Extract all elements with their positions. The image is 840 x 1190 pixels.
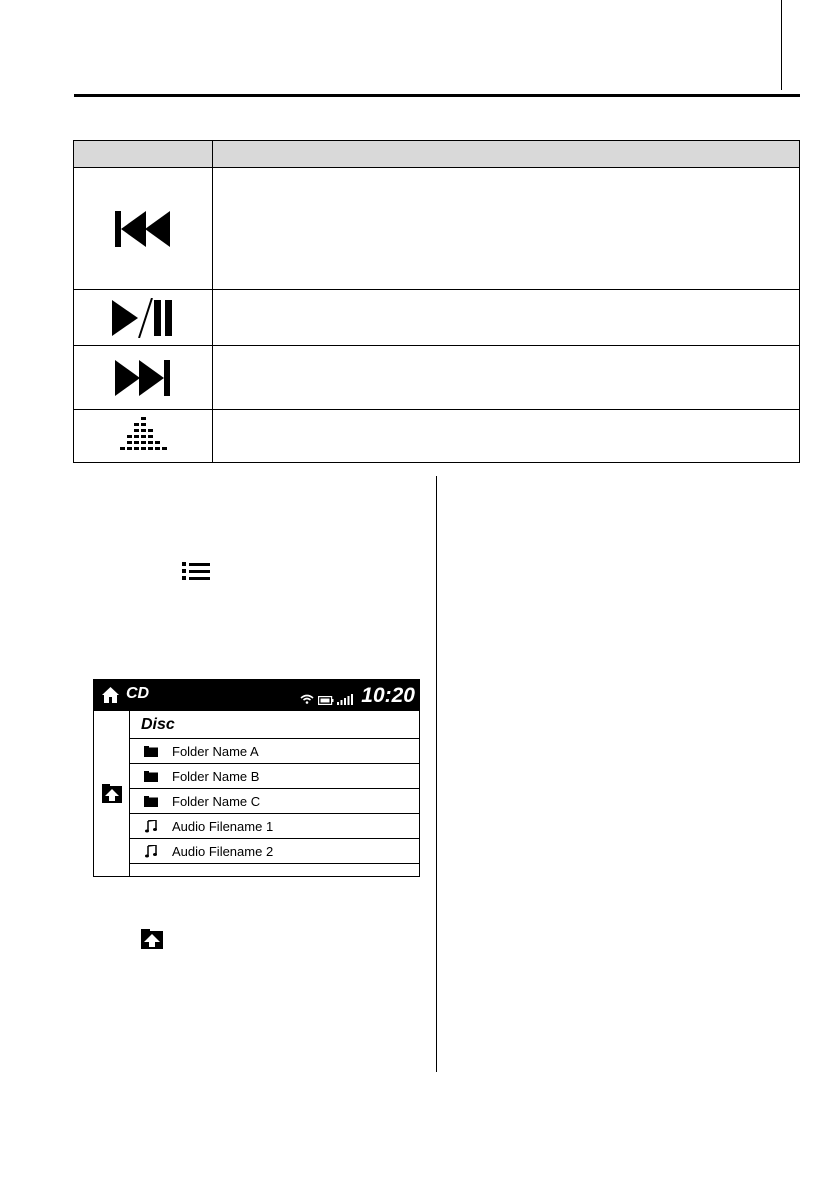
header-cell-description	[213, 141, 799, 167]
controls-table	[73, 140, 800, 463]
folder-icon	[144, 771, 158, 782]
table-cell-description	[213, 346, 799, 409]
list-item-label: Audio Filename 1	[172, 818, 274, 834]
header-rule	[74, 94, 800, 97]
table-cell-icon	[74, 346, 213, 409]
table-row	[74, 345, 799, 409]
table-cell-description	[213, 290, 799, 345]
table-cell-icon	[74, 290, 213, 345]
header-cell-icon	[74, 141, 213, 167]
list-item[interactable]	[130, 839, 419, 864]
home-icon[interactable]	[101, 686, 120, 704]
skip-back-icon[interactable]	[115, 211, 171, 247]
play-pause-icon[interactable]	[112, 298, 174, 338]
list-item[interactable]	[130, 814, 419, 839]
signal-icon	[337, 693, 353, 705]
list-item-label: Folder Name B	[172, 768, 260, 784]
list-item[interactable]	[130, 739, 419, 764]
table-cell-icon	[74, 410, 213, 462]
skip-forward-icon[interactable]	[115, 360, 171, 396]
table-header-row	[74, 141, 799, 167]
list-item-label: Folder Name A	[172, 743, 259, 759]
screen-sidebar	[94, 711, 130, 876]
folder-icon	[144, 796, 158, 807]
list-item[interactable]	[130, 789, 419, 814]
column-divider	[436, 476, 437, 1072]
list-header: Disc	[130, 711, 419, 739]
list-item-label: Audio Filename 2	[172, 843, 274, 859]
wifi-icon	[300, 694, 314, 704]
music-note-icon	[145, 845, 157, 858]
list-item-label: Folder Name C	[172, 793, 261, 809]
table-cell-description	[213, 168, 799, 289]
list-item[interactable]	[130, 764, 419, 789]
folder-up-icon[interactable]	[102, 784, 122, 803]
table-cell-icon	[74, 168, 213, 289]
folder-icon	[144, 746, 158, 757]
folder-up-icon	[141, 929, 163, 949]
table-cell-description	[213, 410, 799, 462]
screen-title: CD	[126, 685, 150, 702]
file-list	[130, 711, 419, 876]
list-icon	[182, 561, 210, 581]
equalizer-icon[interactable]	[119, 416, 167, 456]
cd-screen	[93, 679, 420, 877]
table-row	[74, 409, 799, 462]
table-row	[74, 289, 799, 345]
corner-rule	[781, 0, 782, 90]
table-row	[74, 167, 799, 289]
battery-icon	[318, 696, 334, 705]
status-bar	[94, 680, 419, 711]
clock: 10:20	[361, 684, 415, 707]
music-note-icon	[145, 820, 157, 833]
